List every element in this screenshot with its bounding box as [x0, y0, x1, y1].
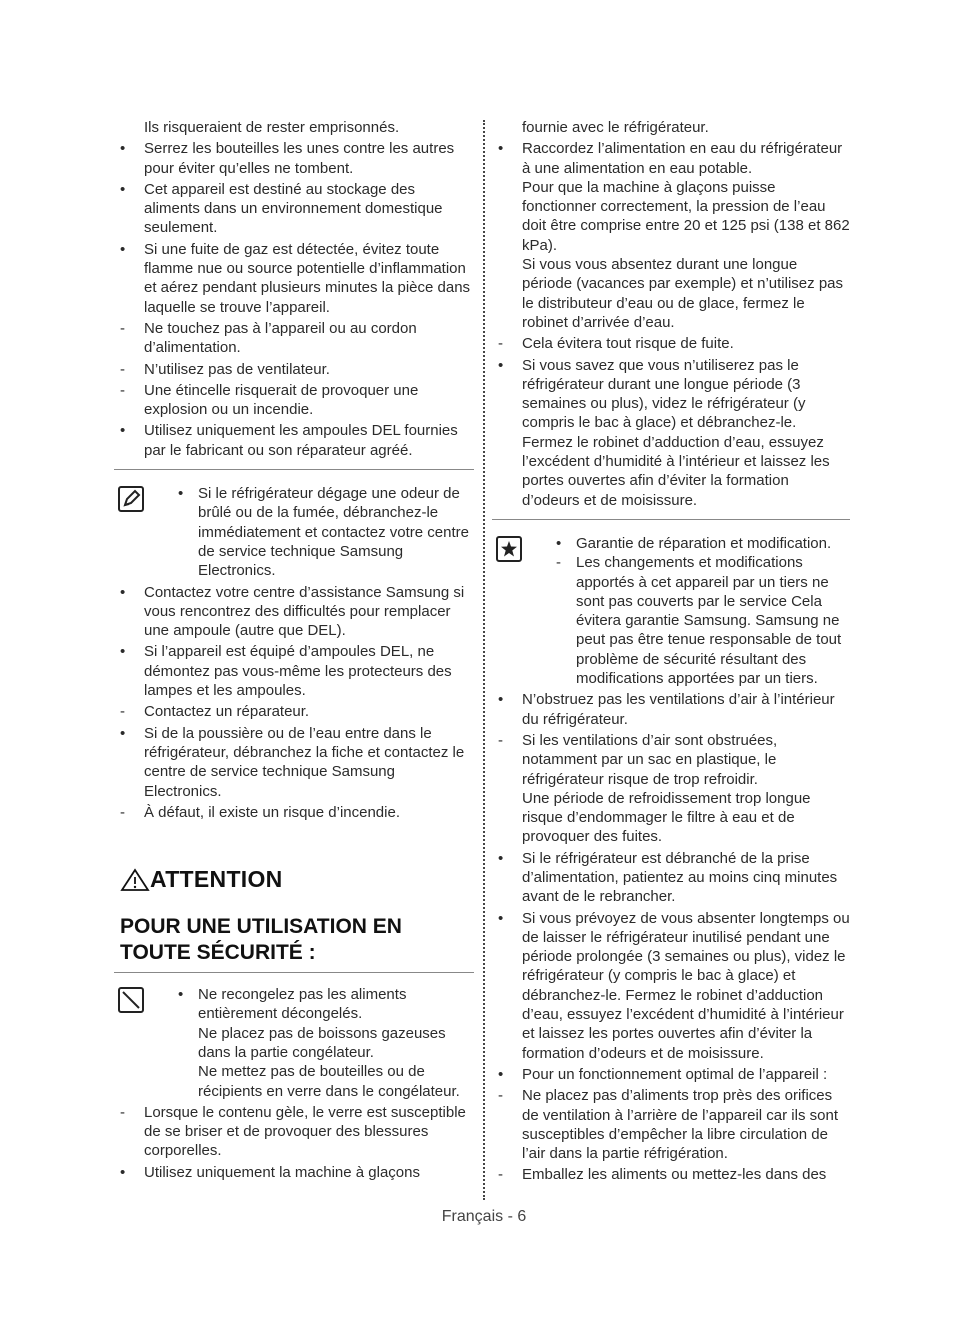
separator [114, 469, 474, 470]
list-item-text: Pour un fonctionnement optimal de l’appareil : [522, 1065, 828, 1083]
list-item [114, 381, 474, 420]
list-item-text: Serrez les bouteilles les unes contre les autres pour éviter qu’elles ne tombent. [144, 140, 455, 177]
bullet-marker: • [498, 909, 504, 927]
bullet-marker: • [120, 724, 126, 742]
note-1-item: • Si le réfrigérateur dégage une odeur de brûlé ou de la fumée, débranchez-le immédiatement et contactez votre centre de service technique Samsung Electronics. [178, 485, 469, 580]
list-item [114, 642, 474, 700]
list-item-text: Si vous prévoyez de vous absenter longtemps ou de laisser le réfrigérateur inutilisé pendant une période prolongée (3 semaines ou plus), videz le réfrigérateur (y compris le bac à glace) et débranchez-le. Fermez le robinet d’adduction d’eau, essuyez l’excédent d’humidité à l’intérieur et laissez les portes ouvertes afin d’éviter la formation d’odeurs et de moisissure. [522, 909, 850, 1062]
list-item [114, 360, 474, 379]
note-1-text: Si le réfrigérateur dégage une odeur de brûlé ou de la fumée, débranchez-le immédiatement et contactez votre centre de service technique Samsung Electronics. [198, 485, 469, 580]
attention-heading [120, 868, 474, 892]
dash-marker: - [498, 1087, 503, 1105]
bullet-marker: • [498, 691, 504, 709]
bullet-marker: • [498, 1065, 504, 1083]
list-item [114, 1103, 474, 1161]
right-column [492, 118, 850, 1187]
dash-marker: - [120, 381, 125, 399]
note-3-text: Garantie de réparation et modification. [576, 534, 832, 552]
list-item [492, 690, 850, 729]
list-item [492, 909, 850, 1063]
list-item-text: Utilisez uniquement les ampoules DEL fournies par le fabricant ou son réparateur agréé. [144, 422, 458, 459]
right-intro-text: fournie avec le réfrigérateur. [522, 119, 709, 136]
list-item-text: À défaut, il existe un risque d’incendie. [144, 803, 400, 821]
list-item [114, 702, 474, 721]
list-item [492, 1086, 850, 1163]
list-item-text: Cela évitera tout risque de fuite. [522, 335, 734, 353]
note-warranty [492, 534, 850, 688]
bullet-marker: • [498, 140, 504, 158]
list-item [492, 849, 850, 907]
list-item-text: Une étincelle risquerait de provoquer une explosion ou un incendie. [144, 381, 419, 419]
left-intro-text: Ils risqueraient de rester emprisonnés. [144, 119, 400, 136]
star-icon [496, 536, 522, 562]
list-item-extra-text: Fermez le robinet d’adduction d’eau, essuyez l’excédent d’humidité à l’intérieur et laissez les portes ouvertes afin d’éviter la formation d’odeurs et de moisissure. [522, 433, 830, 509]
list-item-text: Cet appareil est destiné au stockage des aliments dans un environnement domestique seulement. [144, 180, 443, 237]
list-item-extra-text: Une période de refroidissement trop longue risque d’endommager le filtre à eau et de provoquer des fuites. [522, 789, 811, 846]
list-item [114, 240, 474, 317]
dash-marker: - [120, 703, 125, 721]
separator [492, 519, 850, 520]
list-item-text: Raccordez l’alimentation en eau du réfrigérateur à une alimentation en eau potable. [522, 140, 843, 177]
list-item-text: Si le réfrigérateur est débranché de la prise d’alimentation, patientez au moins cinq minutes avant de le rebrancher. [522, 849, 838, 906]
left-column [114, 118, 474, 1184]
dash-marker: - [498, 1166, 503, 1184]
list-item-text: Si les ventilations d’air sont obstruées, notamment par un sac en plastique, le réfrigérateur risque de trop refroidir. [522, 731, 778, 788]
list-item-text: Ne touchez pas à l’appareil ou au cordon d’alimentation. [144, 319, 417, 357]
list-item-text: Contactez un réparateur. [144, 703, 310, 721]
list-item [114, 803, 474, 822]
list-item-text: Si vous savez que vous n’utiliserez pas le réfrigérateur durant une longue période (3 semaines ou plus), videz le réfrigérateur (y compris le bac à glace) et débranchez-le. [522, 356, 806, 432]
note-3-sub: - Les changements et modifications apportés à cet appareil par un tiers ne sont pas couverts par le service Cela évitera garantie Samsung. Samsung ne peut pas être tenue responsable de tout problème de sécurité résultant des modifications apportées par un tiers. [556, 554, 842, 688]
list-item-text: Lorsque le contenu gèle, le verre est susceptible de se briser et de provoquer des blessures corporelles. [144, 1103, 466, 1160]
note-2-line-2: Ne placez pas de boissons gazeuses dans la partie congélateur. [198, 1024, 446, 1061]
pencil-note-icon [118, 486, 144, 512]
list-item [114, 180, 474, 238]
list-item [492, 139, 850, 332]
list-item-extra-text: Si vous vous absentez durant une longue période (vacances par exemple) et n’utilisez pas le distributeur d’eau ou de glace, fermez le robinet d’arrivée d’eau. [522, 256, 843, 331]
attention-label: ATTENTION [150, 866, 283, 893]
dash-marker: - [498, 335, 503, 353]
right-list-2 [492, 690, 850, 1184]
list-item [114, 724, 474, 801]
dash-marker: - [120, 803, 125, 821]
list-item [492, 731, 850, 847]
bullet-marker: • [120, 140, 126, 158]
bullet-marker: • [120, 180, 126, 198]
note-2-line-1: Ne recongelez pas les aliments entièrement décongelés. [198, 986, 407, 1023]
left-intro [114, 118, 474, 137]
list-item [114, 139, 474, 178]
list-item [492, 334, 850, 353]
dash-marker: - [120, 319, 125, 337]
dash-marker: - [498, 731, 503, 749]
section-heading-line-2: TOUTE SÉCURITÉ : [120, 941, 316, 965]
dash-marker: - [120, 1103, 125, 1121]
list-item-text: N’utilisez pas de ventilateur. [144, 360, 330, 378]
left-list-1 [114, 139, 474, 460]
left-list-3 [114, 1103, 474, 1182]
page-footer: Français - 6 [441, 1208, 527, 1225]
column-divider [483, 120, 485, 1200]
note-burning-smell [114, 484, 474, 580]
list-item [492, 1065, 850, 1084]
bullet-marker: • [498, 849, 504, 867]
bullet-marker: • [120, 240, 126, 258]
section-heading [120, 914, 474, 966]
heading-rule [114, 972, 474, 973]
bullet-marker: • [120, 1163, 126, 1181]
bullet-marker: • [120, 643, 126, 661]
dash-marker: - [120, 360, 125, 378]
list-item-text: N’obstruez pas les ventilations d’air à l’intérieur du réfrigérateur. [522, 691, 835, 728]
list-item-text: Ne placez pas d’aliments trop près des orifices de ventilation à l’arrière de l’appareil car ils sont susceptibles d’empêcher la libre circulation de l’air dans la partie réfrigération. [522, 1087, 838, 1163]
bullet-marker: • [120, 583, 126, 601]
list-item-text: Si l’appareil est équipé d’ampoules DEL, ne démontez pas vous-même les protecteurs des lampes et les ampoules. [144, 643, 452, 700]
list-item [492, 1165, 850, 1184]
list-item [114, 421, 474, 460]
note-2-line-3: Ne mettez pas de bouteilles ou de récipients en verre dans le congélateur. [198, 1063, 460, 1100]
right-intro [492, 118, 850, 137]
list-item-text: Si de la poussière ou de l’eau entre dans le réfrigérateur, débranchez la fiche et contactez le centre de service technique Samsung Electronics. [144, 724, 465, 800]
note-2-item: • Ne recongelez pas les aliments entièrement décongelés. Ne placez pas de boissons gazeuses dans la partie congélateur. Ne mettez pas de bouteilles ou de récipients en verre dans le congélateur. [172, 985, 474, 1101]
list-item [114, 1163, 474, 1182]
list-item-text: Utilisez uniquement la machine à glaçons [144, 1163, 420, 1181]
right-list-1 [492, 139, 850, 510]
warning-triangle-icon [120, 868, 150, 892]
list-item [114, 319, 474, 358]
list-item-text: Emballez les aliments ou mettez-les dans des [522, 1166, 827, 1184]
list-item-extra-text: Pour que la machine à glaçons puisse fonctionner correctement, la pression de l’eau doit être comprise entre 20 et 125 psi (138 et 862 kPa). [522, 178, 850, 254]
list-item-text: Contactez votre centre d’assistance Samsung si vous rencontrez des difficultés pour remplacer une ampoule (autre que DEL). [144, 583, 465, 640]
left-list-2 [114, 583, 474, 823]
note-3-sub-text: Les changements et modifications apportés à cet appareil par un tiers ne sont pas couverts par le service Cela évitera garantie Samsung. Samsung ne peut pas être tenue responsable de tout problème de sécurité résultant des modifications apportées par un tiers. [576, 554, 842, 688]
section-heading-line-1: POUR UNE UTILISATION EN [120, 915, 402, 939]
prohibited-icon [118, 987, 144, 1013]
list-item [492, 356, 850, 510]
list-item [114, 583, 474, 641]
list-item-text: Si une fuite de gaz est détectée, évitez toute flamme nue ou source potentielle d’inflammation et aérez pendant plusieurs minutes la pièce dans laquelle se trouve l’appareil. [144, 240, 471, 316]
note-3-item: • Garantie de réparation et modification. [556, 534, 832, 552]
bullet-marker: • [120, 422, 126, 440]
note-refreeze [114, 985, 474, 1101]
bullet-marker: • [498, 356, 504, 374]
